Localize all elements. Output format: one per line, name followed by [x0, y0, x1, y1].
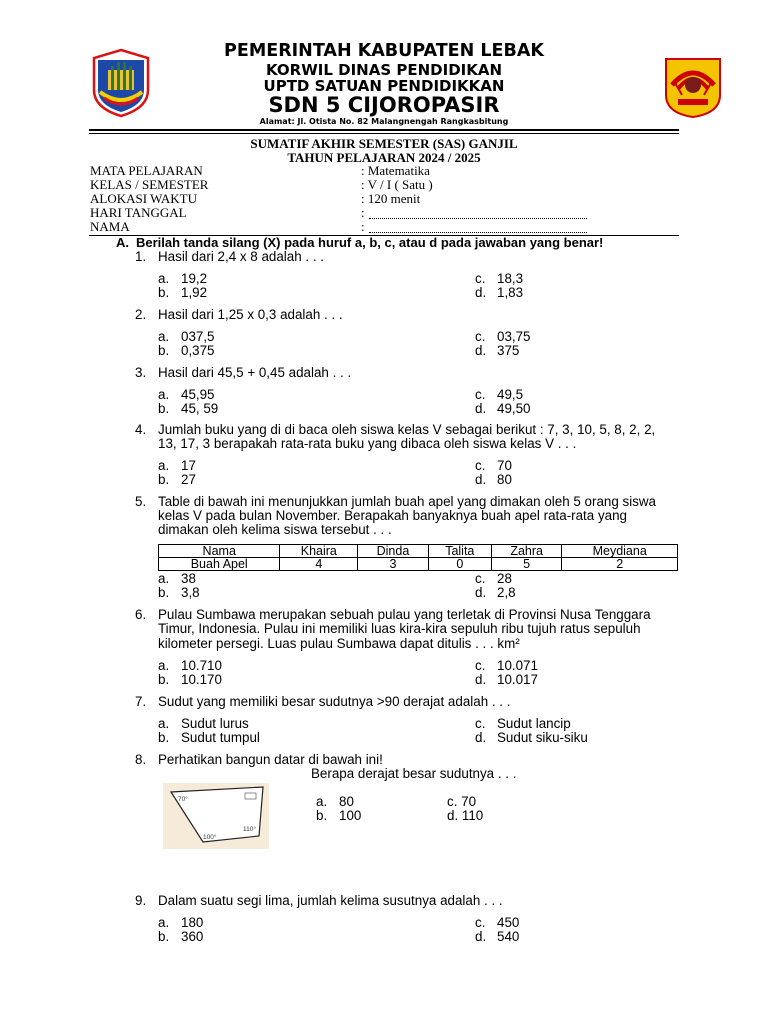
- question-1-option-b[interactable]: 1,92: [181, 285, 208, 300]
- option-letter: b.: [158, 672, 170, 687]
- header-line-3: UPTD SATUAN PENDIDIKKAN: [263, 77, 505, 95]
- header-line-2: KORWIL DINAS PENDIDIKAN: [265, 61, 503, 79]
- option-letter: a.: [158, 271, 170, 286]
- question-7-option-b[interactable]: Sudut tumpul: [181, 730, 260, 745]
- option-letter: a.: [158, 458, 170, 473]
- table-cell: 3: [358, 558, 429, 571]
- field-time-value: : 120 menit: [361, 191, 421, 206]
- question-4-option-b[interactable]: 27: [181, 472, 196, 487]
- option-letter: a.: [158, 658, 170, 673]
- question-8-number: 8.: [135, 752, 147, 767]
- field-date-blank[interactable]: [369, 218, 587, 219]
- option-letter: c.: [475, 658, 486, 673]
- header-line-1: PEMERINTAH KABUPATEN LEBAK: [224, 41, 544, 61]
- question-4-number: 4.: [135, 422, 147, 437]
- question-4-text-line-1: Jumlah buku yang di di baca oleh siswa kelas V sebagai berikut : 7, 3, 10, 5, 8, 2, 2,: [158, 422, 656, 437]
- section-instruction: Berilah tanda silang (X) pada huruf a, b, c, atau d pada jawaban yang benar!: [136, 235, 604, 250]
- table-header-cell: Khaira: [280, 545, 358, 558]
- question-4-option-a[interactable]: 17: [181, 458, 196, 473]
- option-letter: b.: [158, 585, 170, 600]
- option-letter: b.: [316, 808, 328, 823]
- question-7-number: 7.: [135, 694, 147, 709]
- option-letter: a.: [158, 329, 170, 344]
- exam-title: SUMATIF AKHIR SEMESTER (SAS) GANJIL: [250, 136, 518, 151]
- question-3-option-d[interactable]: 49,50: [497, 401, 531, 416]
- question-8-option-d[interactable]: d. 110: [447, 808, 484, 823]
- option-letter: c.: [475, 271, 486, 286]
- table-cell: 2: [562, 558, 678, 571]
- question-1-option-c[interactable]: 18,3: [497, 271, 524, 286]
- question-1-text: Hasil dari 2,4 x 8 adalah . . .: [158, 249, 324, 264]
- question-2-number: 2.: [135, 307, 147, 322]
- header-rule-thin: [89, 133, 679, 134]
- question-6-option-c[interactable]: 10.071: [497, 658, 538, 673]
- field-subject-value: : Matematika: [361, 163, 430, 178]
- question-6-number: 6.: [135, 607, 147, 622]
- option-letter: c.: [475, 571, 486, 586]
- field-class-label: KELAS / SEMESTER: [90, 177, 209, 192]
- option-letter: b.: [158, 929, 170, 944]
- question-4-option-d[interactable]: 80: [497, 472, 512, 487]
- school-name: SDN 5 CIJOROPASIR: [268, 93, 500, 117]
- question-2-option-a[interactable]: 037,5: [181, 329, 215, 344]
- question-9-text: Dalam suatu segi lima, jumlah kelima susutnya adalah . . .: [158, 893, 503, 908]
- question-4-option-c[interactable]: 70: [497, 458, 512, 473]
- question-5-option-a[interactable]: 38: [181, 571, 196, 586]
- option-letter: c.: [475, 387, 486, 402]
- question-2-option-b[interactable]: 0,375: [181, 343, 215, 358]
- question-6-option-a[interactable]: 10.710: [181, 658, 222, 673]
- option-letter: a.: [316, 794, 328, 809]
- exam-year: TAHUN PELAJARAN 2024 / 2025: [287, 150, 481, 165]
- apple-table: [158, 544, 678, 571]
- field-date-label: HARI TANGGAL: [90, 205, 187, 220]
- question-7-text: Sudut yang memiliki besar sudutnya >90 derajat adalah . . .: [158, 694, 511, 709]
- figure-angle-110: 110°: [243, 826, 256, 833]
- table-cell: 0: [428, 558, 491, 571]
- option-letter: b.: [158, 472, 170, 487]
- school-address: Alamat: Jl. Otista No. 82 Malangnengah Rangkasbitung: [259, 117, 509, 126]
- field-time-label: ALOKASI WAKTU: [90, 191, 198, 206]
- question-6-option-d[interactable]: 10.017: [497, 672, 538, 687]
- figure-angle-100: 100°: [203, 834, 217, 841]
- table-header-cell: Talita: [428, 545, 491, 558]
- question-9-number: 9.: [135, 893, 147, 908]
- table-header-cell: Dinda: [358, 545, 429, 558]
- question-3-option-a[interactable]: 45,95: [181, 387, 215, 402]
- question-2-text: Hasil dari 1,25 x 0,3 adalah . . .: [158, 307, 343, 322]
- question-6-text-line-3: kilometer persegi. Luas pulau Sumbawa dapat ditulis . . . km²: [158, 636, 520, 651]
- field-name-blank[interactable]: [369, 232, 587, 233]
- field-subject-label: MATA PELAJARAN: [90, 163, 203, 178]
- question-8-text-line-1: Perhatikan bangun datar di bawah ini!: [158, 752, 383, 767]
- question-3-text: Hasil dari 45,5 + 0,45 adalah . . .: [158, 365, 352, 380]
- question-8-text-line-2: Berapa derajat besar sudutnya . . .: [311, 766, 517, 781]
- question-9-option-b[interactable]: 360: [181, 929, 204, 944]
- question-5-text-line-2: kelas V pada bulan November. Berapakah banyaknya buah apel rata-rata yang: [158, 508, 627, 523]
- figure-angle-70: 70°: [178, 796, 188, 803]
- question-2-option-c[interactable]: 03,75: [497, 329, 531, 344]
- option-letter: d.: [475, 472, 487, 487]
- section-letter: A.: [116, 235, 129, 250]
- option-letter: a.: [158, 387, 170, 402]
- question-5-text-line-3: dimakan oleh kelima siswa tersebut . . .: [158, 522, 392, 537]
- question-8-option-a[interactable]: 80: [339, 794, 354, 809]
- option-letter: d.: [475, 585, 487, 600]
- field-date-value: :: [361, 205, 365, 220]
- option-letter: d.: [475, 730, 487, 745]
- option-letter: b.: [158, 285, 170, 300]
- option-letter: c.: [475, 716, 486, 731]
- question-5-number: 5.: [135, 494, 147, 509]
- field-name-value: :: [361, 219, 365, 234]
- question-8-option-c[interactable]: c. 70: [447, 794, 477, 809]
- option-letter: b.: [158, 730, 170, 745]
- header-rule-thick: [89, 129, 679, 131]
- option-letter: c.: [475, 458, 486, 473]
- question-1-option-d[interactable]: 1,83: [497, 285, 524, 300]
- question-7-option-d[interactable]: Sudut siku-siku: [497, 730, 588, 745]
- question-5-option-c[interactable]: 28: [497, 571, 512, 586]
- table-header-row: [159, 545, 678, 558]
- option-letter: a.: [158, 915, 170, 930]
- option-letter: d.: [475, 285, 487, 300]
- question-7-option-a[interactable]: Sudut lurus: [181, 716, 249, 731]
- option-letter: d.: [475, 929, 487, 944]
- option-letter: a.: [158, 716, 170, 731]
- question-5-option-b[interactable]: 3,8: [181, 585, 200, 600]
- question-3-number: 3.: [135, 365, 147, 380]
- question-5-text-line-1: Table di bawah ini menunjukkan jumlah buah apel yang dimakan oleh 5 orang siswa: [158, 494, 657, 509]
- question-9-option-a[interactable]: 180: [181, 915, 204, 930]
- field-name-label: NAMA: [90, 219, 130, 234]
- table-row: [159, 558, 678, 571]
- question-4-text-line-2: 13, 17, 3 berapakah rata-rata buku yang dibaca oleh siswa kelas V . . .: [158, 436, 577, 451]
- option-letter: a.: [158, 571, 170, 586]
- question-6-option-b[interactable]: 10.170: [181, 672, 222, 687]
- option-letter: c.: [475, 915, 486, 930]
- option-letter: b.: [158, 401, 170, 416]
- table-cell: 4: [280, 558, 358, 571]
- option-letter: d.: [475, 343, 487, 358]
- table-cell: 5: [491, 558, 561, 571]
- question-6-text-line-2: Timur, Indonesia. Pulau ini memiliki luas kira-kira sepuluh ribu tujuh ratus sepuluh: [158, 621, 641, 636]
- option-letter: d.: [475, 401, 487, 416]
- option-letter: d.: [475, 672, 487, 687]
- option-letter: b.: [158, 343, 170, 358]
- question-3-option-b[interactable]: 45, 59: [181, 401, 219, 416]
- table-header-cell: Zahra: [491, 545, 561, 558]
- question-5-option-d[interactable]: 2,8: [497, 585, 516, 600]
- quadrilateral-figure: [163, 783, 269, 849]
- table-header-cell: Nama: [159, 545, 280, 558]
- question-1-number: 1.: [135, 249, 147, 264]
- question-1-option-a[interactable]: 19,2: [181, 271, 208, 286]
- option-letter: c.: [475, 329, 486, 344]
- table-cell: Buah Apel: [159, 558, 280, 571]
- question-8-option-b[interactable]: 100: [339, 808, 362, 823]
- question-6-text-line-1: Pulau Sumbawa merupakan sebuah pulau yang terletak di Provinsi Nusa Tenggara: [158, 607, 651, 622]
- question-7-option-c[interactable]: Sudut lancip: [497, 716, 571, 731]
- question-2-option-d[interactable]: 375: [497, 343, 520, 358]
- question-9-option-c[interactable]: 450: [497, 915, 520, 930]
- question-9-option-d[interactable]: 540: [497, 929, 520, 944]
- field-class-value: : V / I ( Satu ): [361, 177, 433, 192]
- question-3-option-c[interactable]: 49,5: [497, 387, 524, 402]
- table-header-cell: Meydiana: [562, 545, 678, 558]
